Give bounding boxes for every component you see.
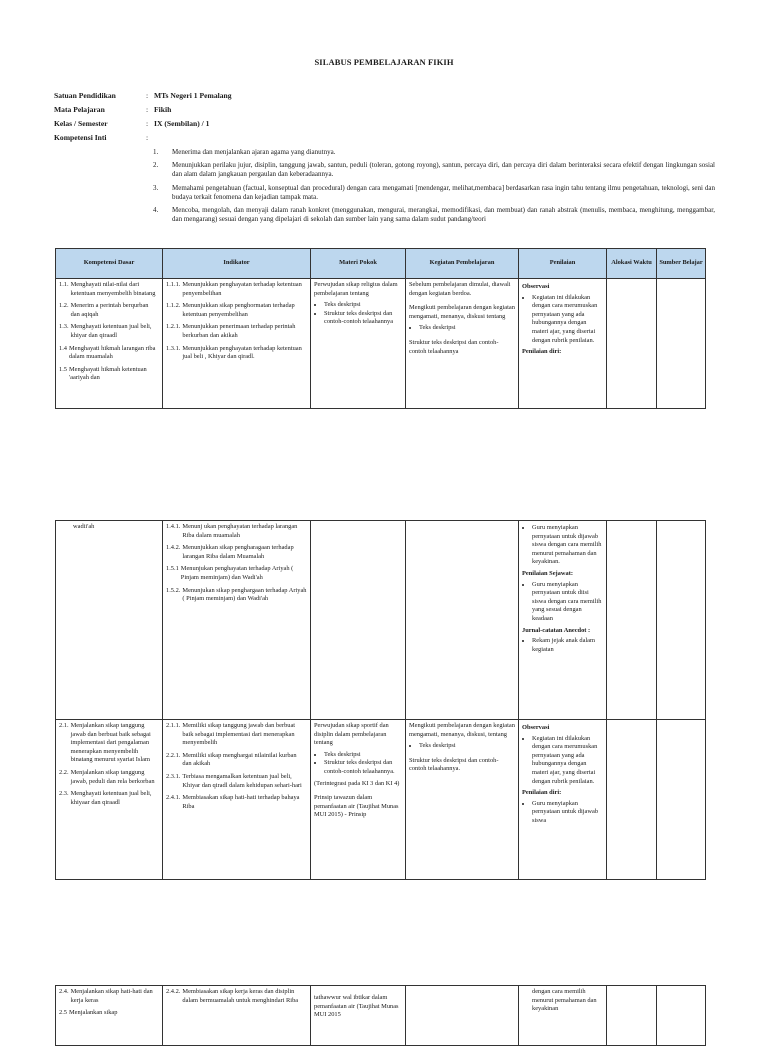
materi-cell <box>311 521 406 720</box>
kd-item <box>59 790 159 807</box>
indicator-item <box>166 281 307 298</box>
indicator-item <box>166 345 307 362</box>
ki-number: 2. <box>153 161 159 170</box>
indicator-text: Membiasakan sikap hati-hati terhadap bahaya Riba <box>182 794 300 810</box>
indicator-number: 1.2.1. <box>166 323 181 331</box>
penilaian-list-item: • Rekam jejak anak dalam kegiatan <box>532 637 603 654</box>
kd-number: 1.4 <box>59 344 67 352</box>
kegiatan-list <box>409 324 515 333</box>
indicator-number: 1.1.2. <box>166 302 181 310</box>
kd-text: Menghayati hikmah ketentuan 'aariyah dan <box>69 365 147 382</box>
kd-item <box>59 366 159 383</box>
indicator-item <box>166 794 307 811</box>
table-row <box>56 521 706 720</box>
indicator-number: 2.3.1. <box>166 772 181 780</box>
kegiatan-text: Struktur teks deskripsi dan contoh-contoh telaahannya <box>409 338 499 355</box>
indicator-item <box>166 323 307 340</box>
materi-list-item: • Struktur teks deskripsi dan contoh-contoh telaahannya. <box>324 759 402 776</box>
indicator-number: 2.4.1. <box>166 794 181 802</box>
kd-text: Menerim a perintah berqurban dan aqiqah <box>70 302 149 318</box>
kd-number: 1.2. <box>59 302 69 310</box>
materi-list <box>314 751 402 777</box>
indikator-cell <box>163 720 311 880</box>
ki-text: Mencoba, mengolah, dan menyaji dalam ranah konkret (menggunakan, mengurai, merangkai, memodifikasi, dan membuat) dan ranah abstrak (menulis, membaca, menghitung, menggambar, dan mengarang) sesuai dengan yang dipelajari di sekolah dan sumber lain yang sama dalam sudut pandang/teori <box>172 206 715 224</box>
kd-item <box>59 988 159 1005</box>
meta-key: Kelas / Semester <box>54 119 108 128</box>
meta-value: MTs Negeri 1 Pemalang <box>154 91 232 100</box>
table-row <box>56 279 706 409</box>
ki-item <box>153 148 715 157</box>
header-sumber-belajar: Sumber Belajar <box>657 249 706 279</box>
indicator-text: Menunjukkan penghayatan terhadap ketentuan penyembelihan <box>182 281 302 297</box>
kegiatan-text: Struktur teks deskripsi dan contoh-contoh telaahannya. <box>409 756 499 773</box>
kegiatan-cell <box>406 279 519 409</box>
materi-cell <box>311 720 406 880</box>
kd-item <box>59 769 159 786</box>
kd-text: Menjalankan sikap <box>69 1009 118 1017</box>
indicator-number: 1.3.1. <box>166 344 181 352</box>
indicator-item <box>166 523 307 540</box>
kegiatan-list-item: • Teks deskripsi <box>419 742 515 751</box>
penilaian-heading: Penilaian diri: <box>522 789 562 797</box>
meta-colon: : <box>146 133 149 142</box>
document-title: SILABUS PEMBELAJARAN FIKIH <box>314 57 454 67</box>
indicator-item <box>166 752 307 769</box>
ki-text: Menunjukkan perilaku jujur, disiplin, tanggung jawab, santun, peduli (toleran, gotong royong), santun, percaya diri, dan percaya diri dalam berinteraksi secara efektif dengan lingkungan sosial dan alam dalam jangkauan pergaulan dan keberadaannya. <box>172 161 715 179</box>
indicator-text: Menunjukan sikap penghargaan terhadap Ariyah ( Pinjam meminjam) dan Wadi'ah <box>182 586 307 603</box>
kd-item <box>59 345 159 362</box>
indikator-cell <box>163 279 311 409</box>
indicator-number: 2.4.2. <box>166 988 181 995</box>
materi-text: Perwujudan sikap sportif dan disiplin dalam pembelajaran tentang <box>314 722 389 747</box>
kd-cell <box>56 521 163 720</box>
penilaian-list <box>522 800 603 826</box>
ki-text: Menerima dan menjalankan ajaran agama yang dianutnya. <box>172 148 336 156</box>
penilaian-heading: Observasi <box>522 283 550 290</box>
sumber-cell <box>657 720 706 880</box>
header-alokasi-waktu: Alokasi Waktu <box>607 249 657 279</box>
ki-item <box>153 161 715 179</box>
table-row <box>56 720 706 880</box>
header-kompetensi-dasar: Kompetensi Dasar <box>56 249 163 279</box>
header-kegiatan: Kegiatan Pembelajaran <box>406 249 519 279</box>
materi-cell <box>311 986 406 1046</box>
kd-text: Menghayati ketentuan jual beli, khiyaar dan qiraadl <box>70 790 152 806</box>
materi-list-item: • Teks deskripsi <box>324 751 402 760</box>
alokasi-cell <box>607 720 657 880</box>
kd-item <box>59 281 159 298</box>
penilaian-list-item: • Kegiatan ini dilakukan dengan cara merumuskan pernyataan yang ada hubungannya dengan materi ajar, yang disertai dengan rubrik penilaian. <box>532 294 603 346</box>
indicator-text: Menunjukkan penghayatan terhadap ketentuan jual beli , Khiyar dan qiradl. <box>182 344 302 361</box>
indikator-cell <box>163 986 311 1046</box>
penilaian-list-item: • Guru menyiapkan pernyataan untuk diisi siswa dengan cara memilih yang sesuai dengan keadaan <box>532 581 603 624</box>
ki-text: Memahami pengetahuan (factual, konseptual dan procedural) dengan cara mengamati [mendengar, melihat,membaca] berdasarkan rasa ingin tahu tentang ilmu pengetahuan, teknologi, seni dan budaya terkait fenomena dan kejadian tampak mata. <box>172 183 715 201</box>
sumber-cell <box>657 521 706 720</box>
indicator-item <box>166 988 307 1005</box>
indicator-text: Menunj ukan penghayatan terhadap larangan Riba dalam muamalah <box>182 523 298 539</box>
kd-text: Menghayati ketentuan jual beli, khiyar dan qiraadl <box>70 323 152 339</box>
syllabus-table-page3 <box>55 985 706 1046</box>
kd-text: Menghayati hikmah larangan riba dalam muamalah <box>69 344 156 361</box>
kegiatan-cell <box>406 986 519 1046</box>
indicator-number: 2.1.1. <box>166 722 181 729</box>
indicator-item <box>166 773 307 790</box>
penilaian-list-item: • Guru menyiapkan pernyataan untuk dijawab siswa dengan cara memilih menurut pemahaman dan keyakinan. <box>532 524 603 567</box>
materi-text: (Terintegrasi pada KI 3 dan KI 4) <box>314 779 400 787</box>
kd-text: wadii'ah <box>73 523 95 530</box>
meta-value: IX (Sembilan) / 1 <box>154 119 210 128</box>
kd-text: Menghayati nilai-nilai dari ketentuan menyembelih binatang <box>70 281 156 297</box>
penilaian-list <box>522 735 603 787</box>
kegiatan-text: Mengikuti pembelajaran dengan kegiatan mengamati, menanya, diskusi, tentang <box>409 722 515 738</box>
kd-text: Menjalankan sikap hati-hati dan kerja keras <box>70 988 153 1004</box>
indicator-item <box>166 302 307 319</box>
kd-item <box>59 1009 159 1018</box>
penilaian-list <box>522 637 603 654</box>
kegiatan-text: Sebelum pembelajaran dimulai, diawali dengan kegiatan berdoa. <box>409 281 511 297</box>
materi-text: Perwujudan sikap religius dalam pembelajaran tentang <box>314 281 398 297</box>
ki-number: 3. <box>153 183 159 192</box>
kegiatan-list <box>409 742 515 751</box>
meta-key: Satuan Pendidikan <box>54 91 116 100</box>
penilaian-heading: Penilaian diri: <box>522 348 562 356</box>
indicator-text: Terbiasa mengamalkan ketentuan jual beli, Khiyar dan qiradl dalam kehidupan sehari-hari <box>182 772 302 789</box>
penilaian-cell <box>519 986 607 1046</box>
meta-colon: : <box>146 105 149 114</box>
penilaian-list <box>522 581 603 624</box>
kd-number: 1.5 <box>59 365 67 373</box>
indicator-number: 1.5.2. <box>166 586 181 594</box>
ki-item <box>153 206 715 224</box>
kd-number: 1.3. <box>59 323 69 331</box>
penilaian-heading: Observasi <box>522 724 550 731</box>
penilaian-list-item: • Kegiatan ini dilakukan dengan cara merumuskan pernyataan yang ada hubungannya dengan materi ajar, yang disertai dengan rubrik penilaian. <box>532 735 603 787</box>
indicator-text: Memiliki sikap menghargai nilainilai kurban dan akikah <box>182 751 297 768</box>
table-header-row <box>56 249 706 279</box>
materi-list <box>314 301 402 327</box>
indicator-text: Menunjukkan sikap pengharagaan terhadap larangan Riba dalam Muamalah <box>182 544 294 560</box>
kd-text: Menjalankan sikap tanggung jawab dan berbuat baik sebagai implementasi dari pengalaman menerapkan menyembelih binatang menurut syariat Islam <box>70 722 151 764</box>
sumber-cell <box>657 279 706 409</box>
header-indikator: Indikator <box>163 249 311 279</box>
meta-value: Fikih <box>154 105 172 114</box>
meta-key: Kompetensi Inti <box>54 133 107 142</box>
indicator-text: Membiasakan sikap kerja keras dan disiplin dalam bermuamalah untuk menghindari Riba <box>182 988 299 1004</box>
materi-cell <box>311 279 406 409</box>
kd-number: 2.5 <box>59 1009 67 1017</box>
indicator-number: 1.5.1 <box>166 565 179 573</box>
indicator-number: 2.2.1. <box>166 751 181 759</box>
kegiatan-text: Mengikuti pembelajaran dengan kegiatan mengamati, menanya, diskusi tentang <box>409 304 515 320</box>
penilaian-list <box>522 294 603 346</box>
materi-text: Prinsip tawazun dalam pemanfaatan air (Taujihat Munas MUI 2015) - Prinsip <box>314 794 399 819</box>
alokasi-cell <box>607 521 657 720</box>
indicator-number: 1.4.2. <box>166 544 181 552</box>
ki-number: 1. <box>153 148 159 156</box>
syllabus-table-page1 <box>55 248 706 409</box>
ki-item <box>153 184 715 202</box>
indicator-text: Menunjukkan sikap penghormatan terhadap ketentuan penyembelihan <box>182 302 295 318</box>
kd-number: 1.1. <box>59 281 69 288</box>
indicator-item <box>166 565 307 582</box>
syllabus-table-page2 <box>55 520 706 880</box>
indicator-text: Menunjukkan penerimaan terhadap perintah berkurban dan akikah <box>182 323 296 339</box>
kd-item <box>59 323 159 340</box>
penilaian-cell <box>519 279 607 409</box>
kompetensi-inti-list <box>153 148 715 228</box>
kd-text: Menjalankan sikap tanggung jawab, peduli dan rela berkorban <box>70 768 155 785</box>
sumber-cell <box>657 986 706 1046</box>
kd-number: 2.4. <box>59 988 69 995</box>
kd-number: 2.1. <box>59 722 69 729</box>
penilaian-cell <box>519 720 607 880</box>
indicator-text: Menunjukan penghayatan terhadap Ariyah ( Pinjam meminjam) dan Wadi'ah <box>180 565 294 581</box>
materi-text: tathawwur wal ibtikar dalam pemanfaatan air (Taujihat Munas MUI 2015 <box>314 994 399 1019</box>
materi-list-item: • Teks deskripsi <box>324 301 402 310</box>
indicator-item <box>166 587 307 604</box>
kd-number: 2.2. <box>59 768 69 776</box>
materi-list-item: • Struktur teks deskripsi dan contoh-contoh telaahannya <box>324 310 402 327</box>
kd-item <box>59 722 159 765</box>
penilaian-cell <box>519 521 607 720</box>
kd-cell <box>56 720 163 880</box>
kd-cell <box>56 279 163 409</box>
penilaian-heading: Penilaian Sejawat: <box>522 569 573 577</box>
kd-cell <box>56 986 163 1046</box>
indicator-number: 1.1.1. <box>166 281 181 288</box>
meta-colon: : <box>146 91 149 100</box>
table-row <box>56 986 706 1046</box>
kegiatan-cell <box>406 720 519 880</box>
kd-item <box>59 302 159 319</box>
kegiatan-list-item: • Teks deskripsi <box>419 324 515 333</box>
indicator-item <box>166 544 307 561</box>
ki-number: 4. <box>153 206 159 215</box>
penilaian-list-item: • Guru menyiapkan pernyataan untuk dijawab siswa <box>532 800 603 826</box>
header-penilaian: Penilaian <box>519 249 607 279</box>
kegiatan-cell <box>406 521 519 720</box>
penilaian-list <box>522 524 603 567</box>
indikator-cell <box>163 521 311 720</box>
penilaian-heading: Jurnal-catatan Anecdot : <box>522 626 591 634</box>
header-materi-pokok: Materi Pokok <box>311 249 406 279</box>
indicator-text: Memiliki sikap tanggung jawab dan berbuat baik sebagai implementasi dari menerapkan menyembelih <box>182 722 296 747</box>
meta-colon: : <box>146 119 149 128</box>
meta-key: Mata Pelajaran <box>54 105 105 114</box>
alokasi-cell <box>607 986 657 1046</box>
alokasi-cell <box>607 279 657 409</box>
indicator-number: 1.4.1. <box>166 523 181 530</box>
penilaian-text: dengan cara memilih menurut pemahaman dan keyakinan <box>532 988 597 1013</box>
indicator-item <box>166 722 307 748</box>
kd-number: 2.3. <box>59 790 69 798</box>
